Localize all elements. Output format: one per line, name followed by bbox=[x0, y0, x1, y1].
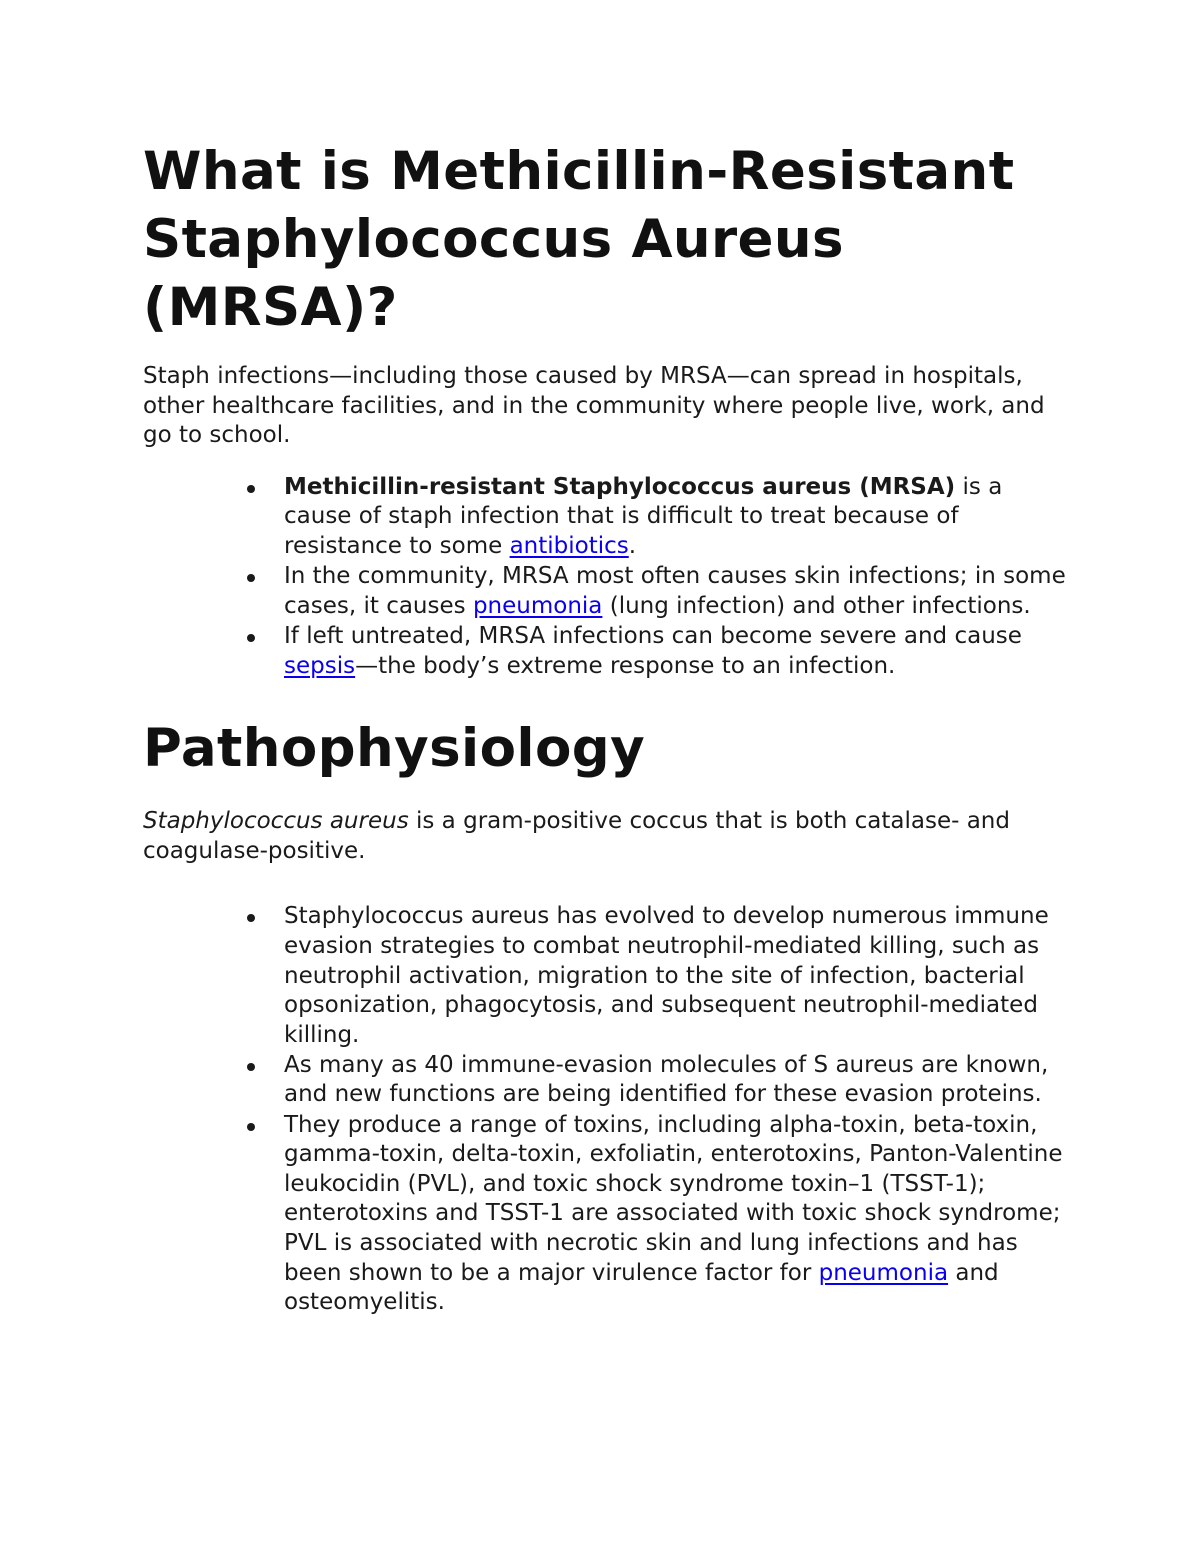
section-heading: Pathophysiology bbox=[143, 718, 646, 780]
pathophysiology-paragraph bbox=[143, 807, 1073, 866]
list-item bbox=[284, 622, 1073, 681]
page-title: What is Methicillin-Resistant Staphylococcus Aureus (MRSA)? bbox=[143, 141, 1015, 338]
bullet-icon bbox=[247, 1123, 255, 1131]
list-item-text: If left untreated, MRSA infections can become severe and cause bbox=[284, 622, 1022, 649]
organism-name: Staphylococcus aureus bbox=[143, 808, 409, 835]
list-item bbox=[284, 1051, 1073, 1110]
list-item bbox=[284, 902, 1073, 1050]
pneumonia-link[interactable]: pneumonia bbox=[472, 592, 603, 619]
pneumonia-link[interactable]: pneumonia bbox=[818, 1259, 949, 1286]
list-item bbox=[284, 562, 1073, 621]
bullet-icon bbox=[247, 574, 255, 582]
document-page bbox=[143, 138, 1073, 1318]
list-item-text-end: (lung infection) and other infections. bbox=[602, 592, 1031, 619]
bold-term: Methicillin-resistant Staphylococcus aureus (MRSA) bbox=[284, 473, 956, 500]
list-item-text-end: —the body’s extreme response to an infection. bbox=[355, 652, 896, 679]
list-item-text-end: . bbox=[628, 532, 637, 559]
bullet-icon bbox=[247, 634, 255, 642]
sepsis-link[interactable]: sepsis bbox=[284, 652, 356, 679]
paragraph-text: is a gram-positive coccus that is both catalase- and coagulase-positive. bbox=[143, 808, 1010, 864]
list-item-text: Staphylococcus aureus has evolved to develop numerous immune evasion strategies to combat neutrophil-mediated killing, such as neutrophil activation, migration to the site of infection, bacterial opsonization, phagocytosis, and subsequent neutrophil-mediated killing. bbox=[284, 903, 1049, 1048]
list-item-text: They produce a range of toxins, including alpha-toxin, beta-toxin, gamma-toxin, delta-toxin, exfoliatin, enterotoxins, Panton-Valentine leukocidin (PVL), and toxic shock syndrome toxin–1 (TSST-1); enterotoxins and TSST-1 are associated with toxic shock syndrome; PVL is associated with necrotic skin and lung infections and has been shown to be a major virulence factor for bbox=[284, 1111, 1063, 1286]
list-item-text: In the community, MRSA most often causes skin infections; in some cases, it causes bbox=[284, 563, 1066, 619]
bullet-icon bbox=[247, 914, 255, 922]
list-item bbox=[284, 473, 1073, 562]
antibiotics-link[interactable]: antibiotics bbox=[509, 532, 629, 559]
mrsa-bullet-list bbox=[143, 473, 1073, 681]
list-item-text: is a cause of staph infection that is difficult to treat because of resistance to some bbox=[284, 473, 1003, 559]
list-item-text: As many as 40 immune-evasion molecules of S aureus are known, and new functions are being identified for these evasion proteins. bbox=[284, 1051, 1049, 1108]
pathophysiology-bullet-list bbox=[143, 902, 1073, 1318]
list-item-text-end: and osteomyelitis. bbox=[284, 1259, 999, 1316]
intro-paragraph: Staph infections—including those caused by MRSA—can spread in hospitals, other healthcare facilities, and in the community where people live, work, and go to school. bbox=[143, 363, 1045, 449]
bullet-icon bbox=[247, 485, 255, 493]
bullet-icon bbox=[247, 1063, 255, 1071]
list-item bbox=[284, 1111, 1073, 1318]
